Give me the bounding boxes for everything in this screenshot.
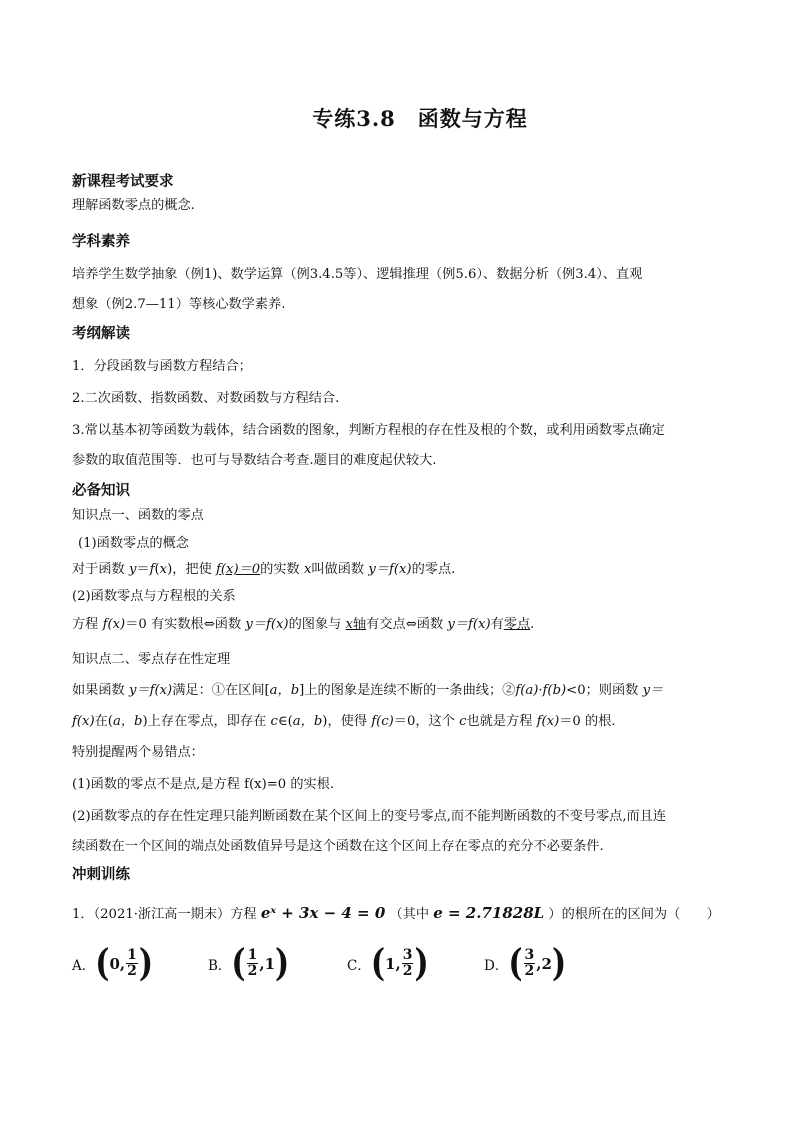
kp2-theorem-line-2: f(x)在(a，b)上存在零点，即存在 c∈(a，b)，使得 f(c)＝0，这个 c也就是方程 f(x)＝0 的根.	[72, 714, 616, 729]
option-b-close-paren: )	[275, 941, 290, 985]
option-c-fraction: $\frac{3}{2}$	[402, 947, 413, 979]
knowledge-point-2: 知识点二、零点存在性定理	[72, 652, 231, 667]
literacy-text-1: 培养学生数学抽象（例1)、数学运算（例3.4.5等）、逻辑推理（例5.6）、数据分析（例3.4）、直观	[72, 267, 643, 282]
option-b-open-paren: (	[231, 941, 246, 985]
req-text: 理解函数零点的概念.	[72, 198, 195, 213]
option-d-fraction: $\frac{3}{2}$	[524, 947, 535, 979]
option-d-open-paren: (	[508, 941, 523, 985]
option-c-close-paren: )	[414, 941, 429, 985]
option-a-open-paren: (	[95, 941, 110, 985]
literacy-text-2: 想象（例2.7—11）等核心数学素养.	[72, 297, 286, 312]
q1-e-value: e = 2.71828L	[433, 904, 545, 922]
outline-item-3b: 参数的取值范围等．也可与导数结合考查.题目的难度起伏较大.	[72, 453, 437, 468]
outline-item-3a: 3.常以基本初等函数为载体，结合函数的图象，判断方程根的存在性及根的个数，或利用函数零点确定	[72, 423, 665, 438]
kp1-definition: 对于函数 y＝f(x)，把使 f(x)＝0的实数 x叫做函数 y＝f(x)的零点.	[72, 562, 456, 577]
outline-item-1: 1．分段函数与函数方程结合；	[72, 359, 252, 374]
option-d-close-paren: )	[551, 941, 567, 985]
outline-heading: 考纲解读	[72, 325, 130, 342]
note-item-1: (1)函数的零点不是点,是方程 f(x)=0 的实根.	[72, 777, 335, 792]
option-c[interactable]: C． ( 1 , $\frac{3}{2}$ )	[347, 941, 429, 985]
kp2-theorem-line-1: 如果函数 y＝f(x)满足：①在区间[a，b]上的图象是连续不断的一条曲线；②f(a)·f(b)<0；则函数 y＝	[72, 683, 664, 698]
option-a-fraction: $\frac{1}{2}$	[127, 947, 137, 979]
literacy-heading: 学科素养	[72, 233, 130, 250]
note-item-2a: (2)函数零点的存在性定理只能判断函数在某个区间上的变号零点,而不能判断函数的不变号零点,而且连	[72, 809, 667, 824]
page-title: 专练3.8 函数与方程	[312, 106, 528, 131]
knowledge-heading: 必备知识	[72, 482, 130, 499]
note-heading: 特别提醒两个易错点：	[72, 745, 204, 760]
option-d[interactable]: D． ( $\frac{3}{2}$ , 2 )	[484, 941, 567, 985]
outline-item-2: 2.二次函数、指数函数、对数函数与方程结合.	[72, 391, 340, 406]
note-item-2b: 续函数在一个区间的端点处函数值异号是这个函数在这个区间上存在零点的充分不必要条件.	[72, 839, 604, 854]
option-b-fraction: $\frac{1}{2}$	[247, 947, 258, 979]
kp1-sub-1: (1)函数零点的概念	[78, 536, 189, 551]
question-1: 1．（2021·浙江高一期末）方程 eˣ + 3x − 4 = 0 （其中 e = 2.71828L ）的根所在的区间为（ ）	[72, 904, 720, 922]
req-heading: 新课程考试要求	[72, 173, 174, 190]
option-c-open-paren: (	[370, 941, 386, 985]
kp1-sub-2: (2)函数零点与方程根的关系	[72, 589, 236, 604]
option-b[interactable]: B． ( $\frac{1}{2}$ , 1 )	[208, 941, 290, 985]
option-a-close-paren: )	[138, 941, 154, 985]
option-a[interactable]: A． ( 0 , $\frac{1}{2}$ )	[72, 941, 154, 985]
kp1-relation: 方程 f(x)＝0 有实数根⇔函数 y＝f(x)的图象与 x轴有交点⇔函数 y＝f(x)有零点.	[72, 617, 535, 632]
knowledge-point-1: 知识点一、函数的零点	[72, 508, 204, 523]
q1-equation: eˣ + 3x − 4 = 0	[260, 904, 386, 922]
drill-heading: 冲刺训练	[72, 866, 130, 883]
